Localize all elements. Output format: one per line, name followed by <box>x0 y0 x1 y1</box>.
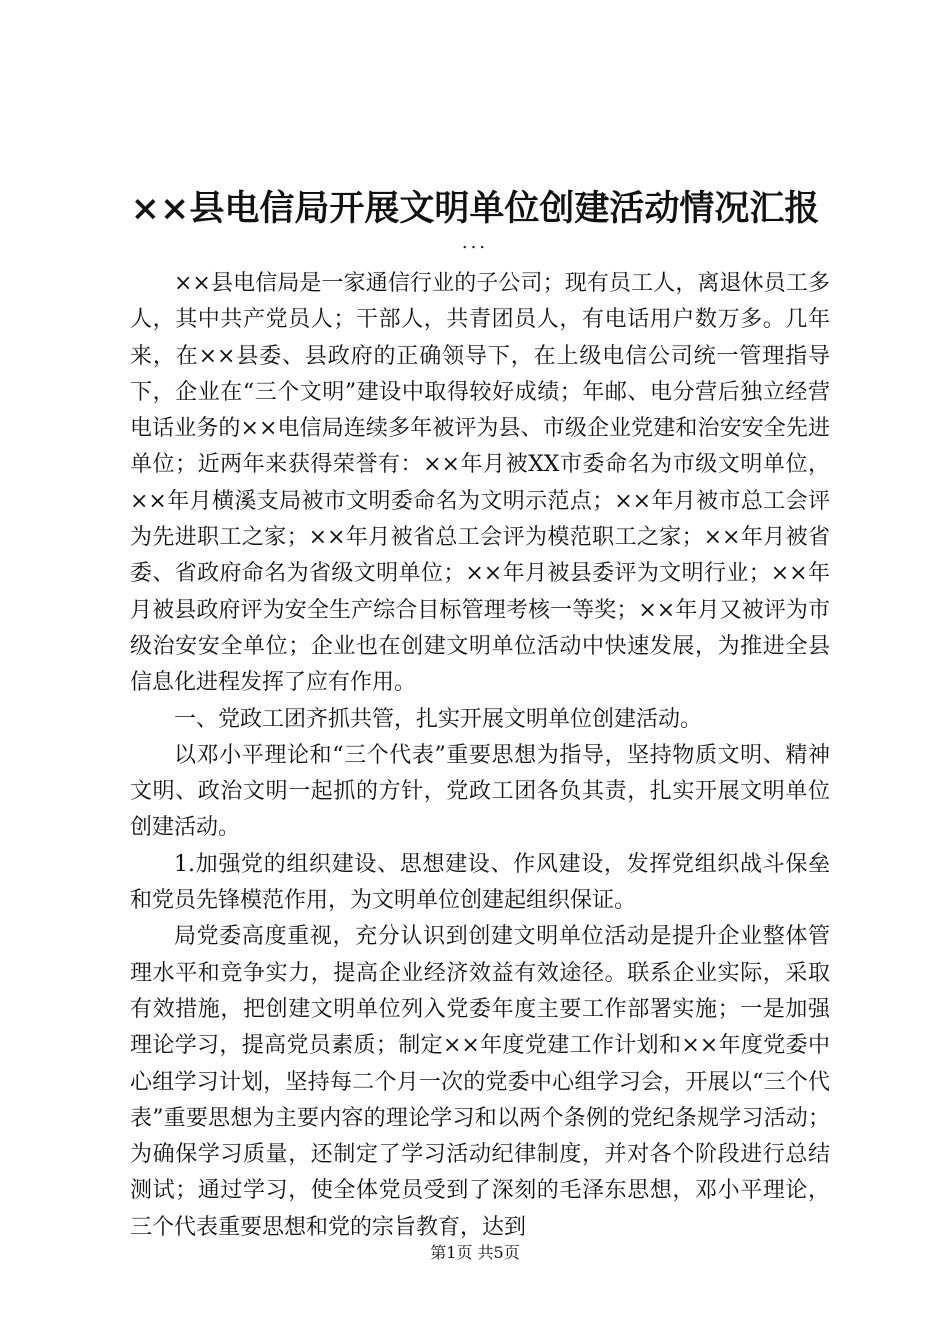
document-title: ××县电信局开展文明单位创建活动情况汇报 <box>130 188 820 229</box>
paragraph-intro: ××县电信局是一家通信行业的子公司；现有员工人，离退休员工多人，其中共产党员人；干部人，共青团员人，有电话用户数万多。几年来，在××县委、县政府的正确领导下，在上级电信公司统一管理指导下，企业在“三个文明”建设中取得较好成绩；年邮、电分营后独立经营电话业务的××电信局连续多年被评为县、市级企业党建和治安安全先进单位；近两年来获得荣誉有：××年月被XX市委命名为市级文明单位，××年月横溪支局被市文明委命名为文明示范点；××年月被市总工会评为先进职工之家；××年月被省总工会评为模范职工之家；××年月被省委、省政府命名为省级文明单位；××年月被县委评为文明行业；××年月被县政府评为安全生产综合目标管理考核一等奖；××年月又被评为市级治安安全单位；企业也在创建文明单位活动中快速发展，为推进全县信息化进程发挥了应有作用。 <box>130 271 830 696</box>
section-heading-1: 一、党政工团齐抓共管，扎实开展文明单位创建活动。 <box>174 706 703 732</box>
subsection-heading-1: 1.加强党的组织建设、思想建设、作风建设，发挥党组织战斗保垒和党员先锋模范作用，为文明单位创建起组织保证。 <box>130 851 830 914</box>
page-number-footer: 第1页 共5页 <box>430 1243 520 1262</box>
document-body <box>130 266 830 1246</box>
title-ellipsis: ... <box>461 232 489 253</box>
paragraph-guideline: 以邓小平理论和“三个代表”重要思想为指导，坚持物质文明、精神文明、政治文明一起抓的方针，党政工团各负其责，扎实开展文明单位创建活动。 <box>130 742 830 841</box>
paragraph-party-committee: 局党委高度重视，充分认识到创建文明单位活动是提升企业整体管理水平和竞争实力，提高企业经济效益有效途径。联系企业实际，采取有效措施，把创建文明单位列入党委年度主要工作部署实施；一是加强理论学习，提高党员素质；制定××年度党建工作计划和××年度党委中心组学习计划，坚持每二个月一次的党委中心组学习会，开展以“三个代表”重要思想为主要内容的理论学习和以两个条例的党纪条规学习活动；为确保学习质量，还制定了学习活动纪律制度，并对各个阶段进行总结测试；通过学习，使全体党员受到了深刻的毛泽东思想，邓小平理论，三个代表重要思想和党的宗旨教育，达到 <box>130 924 830 1240</box>
